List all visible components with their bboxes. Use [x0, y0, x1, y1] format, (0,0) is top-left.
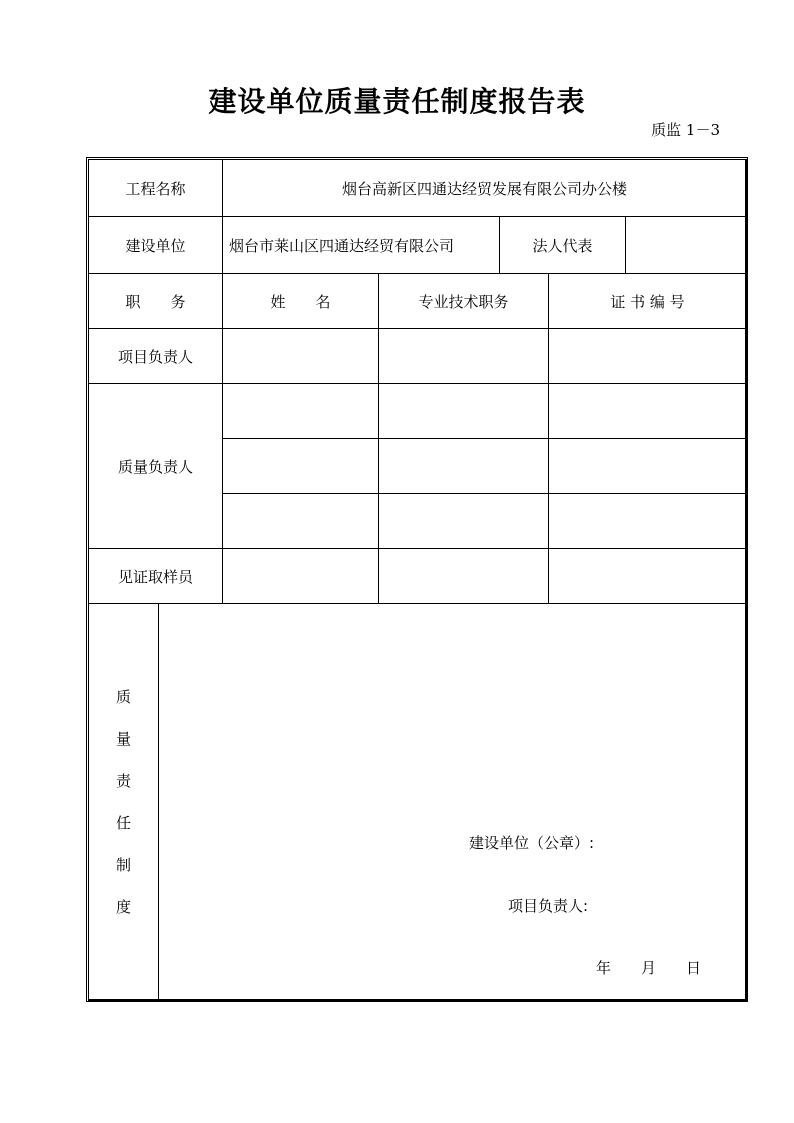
quality-system-content[interactable] [159, 604, 747, 1001]
system-label-char: 责 [115, 772, 131, 790]
project-leader-title-cell[interactable] [379, 329, 549, 384]
sampler-name-cell[interactable] [223, 549, 379, 604]
row-quality-system [89, 604, 747, 1001]
header-position: 职 务 [89, 274, 223, 329]
quality-leader-3-title-cell[interactable] [379, 494, 549, 549]
quality-leader-1-name-cell[interactable] [223, 384, 379, 439]
quality-leader-3-cert-cell[interactable] [549, 494, 747, 549]
quality-leader-3-name-cell[interactable] [223, 494, 379, 549]
legal-rep-label: 法人代表 [500, 217, 626, 274]
form-code: 质监 1－3 [651, 121, 720, 139]
role-sampler: 见证取样员 [89, 549, 223, 604]
project-leader-name-cell[interactable] [223, 329, 379, 384]
builder-value[interactable]: 烟台市莱山区四通达经贸有限公司 [223, 217, 500, 274]
unit-seal-label: 建设单位（公章）: [469, 834, 595, 852]
quality-leader-2-name-cell[interactable] [223, 439, 379, 494]
quality-leader-1-cert-cell[interactable] [549, 384, 747, 439]
row-project-leader [89, 329, 747, 384]
signature-area [159, 604, 746, 999]
project-leader-cert-cell[interactable] [549, 329, 747, 384]
quality-leader-1-title-cell[interactable] [379, 384, 549, 439]
quality-leader-2-title-cell[interactable] [379, 439, 549, 494]
header-name: 姓 名 [223, 274, 379, 329]
row-headers [89, 274, 747, 329]
row-builder [89, 217, 747, 274]
quality-leader-2-cert-cell[interactable] [549, 439, 747, 494]
leader-signature-label: 项目负责人: [508, 897, 589, 915]
row-quality-leader-1 [89, 384, 747, 439]
quality-system-label [89, 604, 159, 1001]
row-sampler [89, 549, 747, 604]
builder-label: 建设单位 [89, 217, 223, 274]
project-name-label: 工程名称 [89, 160, 223, 217]
document-title: 建设单位质量责任制度报告表 [208, 85, 586, 118]
legal-rep-value[interactable] [626, 217, 747, 274]
system-label-char: 制 [115, 856, 131, 874]
system-label-char: 质 [115, 688, 131, 706]
system-label-char: 度 [115, 898, 131, 916]
sampler-cert-cell[interactable] [549, 549, 747, 604]
sampler-title-cell[interactable] [379, 549, 549, 604]
date-label: 年 月 日 [596, 959, 702, 977]
row-project-name [89, 160, 747, 217]
system-label-char: 量 [115, 730, 131, 748]
report-table [88, 159, 747, 1001]
header-title: 专业技术职务 [379, 274, 549, 329]
header-certificate: 证 书 编 号 [549, 274, 747, 329]
role-quality-leader: 质量负责人 [89, 384, 223, 549]
role-project-leader: 项目负责人 [89, 329, 223, 384]
project-name-value[interactable]: 烟台高新区四通达经贸发展有限公司办公楼 [223, 160, 747, 217]
system-label-char: 任 [115, 814, 131, 832]
